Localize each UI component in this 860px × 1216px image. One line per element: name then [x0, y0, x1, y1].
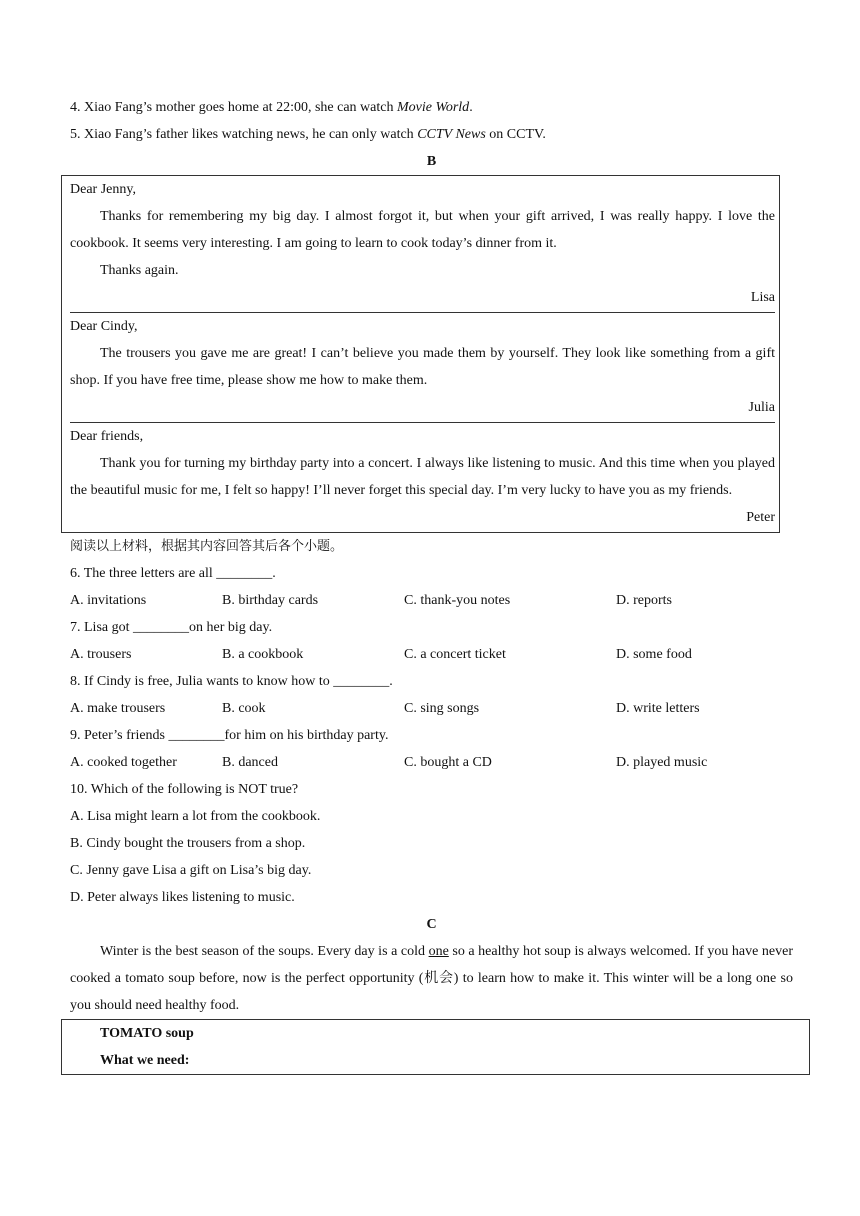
option-c[interactable]: C. a concert ticket: [404, 647, 506, 662]
question-stem: 6. The three letters are all ________.: [70, 566, 276, 581]
letter-greeting: Dear Jenny,: [70, 182, 136, 197]
letter-julia: [70, 313, 775, 423]
question-stem: 9. Peter’s friends ________for him on his birthday party.: [70, 728, 389, 743]
question-7: [70, 614, 793, 668]
question-9: [70, 722, 793, 776]
document-page: [70, 94, 793, 1075]
section-c-paragraph: Winter is the best season of the soups. Every day is a cold one so a healthy hot soup is always welcomed. If you have never cooked a tomato soup before, now is the perfect opportunity (机会) to learn how to make it. This winter will be a long one so you should need healthy food.: [70, 944, 793, 1013]
question-stem: 10. Which of the following is NOT true?: [70, 782, 299, 797]
option-a[interactable]: A. cooked together: [70, 755, 177, 770]
letter-greeting: Dear friends,: [70, 429, 144, 444]
letter-lisa: [70, 176, 775, 313]
letter-body: Thank you for turning my birthday party into a concert. I always like listening to music. And this time when you played the beautiful music for me, I felt so happy! I’ll never forget this special day. I’m very lucky to have you as my friends.: [70, 456, 775, 498]
letters-box: [61, 175, 780, 533]
program-name: Movie World: [396, 100, 470, 115]
option-c[interactable]: C. sing songs: [404, 701, 480, 716]
option-a[interactable]: A. make trousers: [70, 701, 166, 716]
recipe-subtitle: What we need:: [100, 1053, 190, 1068]
option-b[interactable]: B. birthday cards: [222, 593, 319, 608]
option-b[interactable]: B. cook: [222, 701, 266, 716]
question-stem: 8. If Cindy is free, Julia wants to know how to ________.: [70, 674, 393, 689]
question-6: [70, 560, 793, 614]
program-name: CCTV News: [417, 127, 486, 142]
option-d[interactable]: D. reports: [616, 593, 672, 608]
letter-body: Thanks for remembering my big day. I almost forgot it, but when your gift arrived, I was really happy. I love the cookbook. It seems very interesting. I am going to learn to cook today’s dinner from it.: [70, 209, 775, 251]
option-d[interactable]: D. some food: [616, 647, 692, 662]
question-options: [70, 587, 793, 614]
option-c[interactable]: C. Jenny gave Lisa a gift on Lisa’s big day.: [70, 863, 312, 878]
option-a[interactable]: A. Lisa might learn a lot from the cookbook.: [70, 809, 321, 824]
question-stem: 7. Lisa got ________on her big day.: [70, 620, 273, 635]
option-a[interactable]: A. invitations: [70, 593, 147, 608]
underlined-word: one: [428, 944, 449, 959]
letter-peter: [70, 423, 775, 532]
section-b-heading: B: [426, 154, 437, 169]
question-4: 4. Xiao Fang’s mother goes home at 22:00, she can watch Movie World.: [70, 100, 473, 115]
option-d[interactable]: D. write letters: [616, 701, 700, 716]
option-c[interactable]: C. bought a CD: [404, 755, 492, 770]
recipe-box: [61, 1019, 810, 1075]
question-options: [70, 749, 793, 776]
question-8: [70, 668, 793, 722]
question-options: [70, 695, 793, 722]
letter-signature: Julia: [748, 400, 775, 415]
option-b[interactable]: B. danced: [222, 755, 278, 770]
option-b[interactable]: B. Cindy bought the trousers from a shop.: [70, 836, 306, 851]
question-5: 5. Xiao Fang’s father likes watching news, he can only watch CCTV News on CCTV.: [70, 127, 546, 142]
letter-extra: Thanks again.: [100, 263, 179, 278]
option-d[interactable]: D. played music: [616, 755, 708, 770]
letter-body: The trousers you gave me are great! I can’t believe you made them by yourself. They look like something from a gift shop. If you have free time, please show me how to make them.: [70, 346, 775, 388]
letter-signature: Peter: [746, 510, 775, 525]
option-d[interactable]: D. Peter always likes listening to music.: [70, 890, 295, 905]
letter-greeting: Dear Cindy,: [70, 319, 138, 334]
instruction: 阅读以上材料，根据其内容回答其后各个小题。: [70, 539, 344, 554]
recipe-title: TOMATO soup: [100, 1026, 194, 1041]
letter-signature: Lisa: [750, 290, 775, 305]
option-a[interactable]: A. trousers: [70, 647, 132, 662]
option-c[interactable]: C. thank-you notes: [404, 593, 511, 608]
question-10: [70, 776, 793, 911]
option-b[interactable]: B. a cookbook: [222, 647, 304, 662]
question-options: [70, 641, 793, 668]
section-c-heading: C: [426, 917, 437, 932]
